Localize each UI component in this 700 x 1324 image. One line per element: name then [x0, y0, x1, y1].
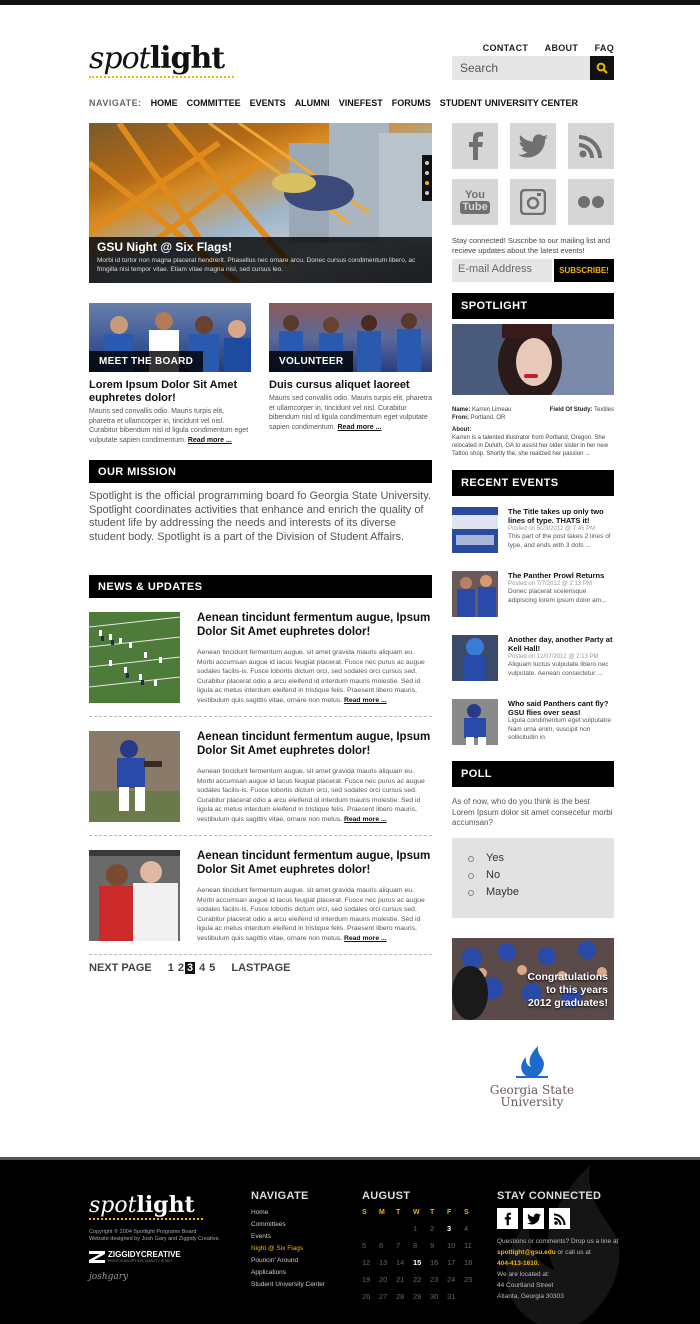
calendar-day[interactable]: 23 — [430, 1275, 439, 1284]
youtube-icon[interactable] — [452, 179, 498, 225]
flickr-icon[interactable] — [568, 179, 614, 225]
ziggidy-name: ZIGGIDYCREATIVE — [108, 1250, 181, 1259]
slider-dots — [422, 155, 432, 201]
event-title[interactable]: The Panther Prowl Returns — [508, 571, 605, 580]
calendar-day[interactable]: 19 — [362, 1275, 371, 1284]
calendar-day[interactable]: 6 — [379, 1241, 384, 1250]
calendar-day[interactable]: 5 — [362, 1241, 367, 1250]
news-title[interactable]: Aenean tincidunt fermentum augue, Ipsum Dolor Sit Amet euphretes dolor! — [197, 612, 431, 638]
calendar-day-header: T — [430, 1209, 435, 1216]
spotlight-photo[interactable] — [452, 324, 614, 395]
youtube-you: You — [465, 189, 485, 201]
promo-text — [269, 394, 432, 432]
poll-option[interactable] — [468, 867, 598, 884]
calendar — [362, 1209, 481, 1301]
copyright-text: Copyright © 2004 Spotlight Programs Board — [89, 1229, 197, 1235]
promo-image[interactable] — [89, 303, 251, 372]
calendar-day[interactable]: 13 — [379, 1258, 388, 1267]
from-label: From: — [452, 415, 469, 421]
radio-button[interactable] — [468, 873, 474, 879]
news-text-body: Aenean tincidunt fermentum augue. sit amet gravida mauris aliquam eu. Morbi accumsan augue id lacus feugiat placerat. Fusce nec purus ac augue sodales facilis-is. Fusce lobortis dictum orci, sed sodales orci cursus sed. Curabitur placerat odio a arcu eleifend id interdum mauris molestie. Sed id ligula ac metus interdum eleifend in tristique felis. Praesent libero mauris, vestibulum quis sagittis vitae, ornare non metus. — [197, 768, 425, 823]
radio-button[interactable] — [468, 890, 474, 896]
page-link[interactable]: 5 — [209, 962, 216, 974]
news-text — [197, 886, 432, 944]
calendar-empty — [362, 1224, 379, 1233]
ziggidy-logo[interactable] — [89, 1250, 181, 1263]
event-text: Ligula condimentum eget vulputatre Nam urna enim, suscipit non sollicitudin in. — [508, 717, 611, 741]
footer-social-icons — [497, 1208, 570, 1229]
recent-events-heading: RECENT EVENTS — [452, 470, 614, 496]
event-item[interactable] — [452, 635, 614, 681]
event-item[interactable] — [452, 571, 614, 617]
footer-nav-links — [251, 1207, 325, 1291]
event-thumbnail — [452, 507, 498, 553]
nav-events[interactable]: EVENTS — [249, 98, 286, 108]
news-thumbnail-band[interactable] — [89, 612, 180, 703]
news-text — [197, 648, 432, 706]
facebook-icon[interactable] — [497, 1208, 518, 1229]
calendar-empty — [379, 1224, 396, 1233]
profile-from: Portland, OR — [470, 415, 506, 421]
footer-link-pouncin-around[interactable]: Pouncin' Around — [251, 1257, 299, 1264]
faq-link[interactable]: FAQ — [594, 43, 614, 53]
footer-logo-underline — [89, 1218, 203, 1220]
top-links — [471, 38, 614, 56]
news-title[interactable]: Aenean tincidunt fermentum augue, Ipsum Dolor Sit Amet euphretes dolor! — [197, 731, 431, 757]
twitter-icon[interactable] — [510, 123, 556, 169]
nav-committee[interactable]: COMMITTEE — [186, 98, 241, 108]
divider — [89, 954, 432, 955]
nav-label: NAVIGATE: — [89, 98, 142, 108]
nav-forums[interactable]: FORUMS — [391, 98, 431, 108]
profile-about: Karren is a talented illustrator from Portland, Oregon. She relocated in Duluth, GA to assist her older sister in her new Tattoo shop. Shortly the, she realized her passion ... — [452, 435, 609, 457]
read-more-link[interactable]: Read more ... — [343, 815, 387, 823]
profile-name: Karren Limeau — [472, 407, 512, 413]
footer-logo[interactable] — [89, 1192, 203, 1220]
poll-option-label: Yes — [486, 852, 504, 864]
spotlight-heading: SPOTLIGHT — [452, 293, 614, 319]
footer-link-applications[interactable]: Applications — [251, 1269, 287, 1276]
pagination — [89, 962, 294, 974]
event-text: Aliquam luctus vulputate libero nec vulputate. Aenean consectetur ... — [508, 661, 609, 677]
divider — [89, 835, 432, 836]
gsu-university: University — [500, 1095, 564, 1109]
calendar-day[interactable]: 24 — [447, 1275, 456, 1284]
event-thumbnail — [452, 635, 498, 681]
read-more-link[interactable]: Read more ... — [343, 934, 387, 942]
event-date: Posted on 12/07/2012 @ 2:13 PM — [508, 654, 599, 660]
calendar-day[interactable]: 27 — [379, 1292, 388, 1301]
news-text-body: Aenean tincidunt fermentum augue. sit amet gravida mauris aliquam eu. Morbi accumsan augue id lacus feugiat placerat. Fusce nec purus ac augue sodales facilis-is. Fusce lobortis dictum orci, sed sodales orci cursus sed. Curabitur placerat odio a arcu eleifend id interdum mauris molestie. Sed id ligula ac metus interdum eleifend in tristique felis. Praesent libero mauris, vestibulum quis sagittis vitae, ornare non metus. — [197, 887, 425, 942]
calendar-day[interactable]: 12 — [362, 1258, 371, 1267]
main-nav — [89, 98, 578, 108]
footer-contact — [497, 1236, 647, 1302]
mission-heading: OUR MISSION — [89, 460, 432, 483]
youtube-tube: Tube — [462, 201, 488, 213]
read-more-link[interactable]: Read more ... — [337, 423, 382, 431]
footer-nav-heading: NAVIGATE — [251, 1190, 309, 1202]
joshgary-logo[interactable]: joshgary — [89, 1272, 129, 1282]
logo-light: spot — [89, 41, 150, 76]
poll-option[interactable] — [468, 884, 598, 901]
about-link[interactable]: ABOUT — [544, 43, 579, 53]
calendar-day[interactable]: 25 — [464, 1275, 473, 1284]
calendar-day[interactable]: 3 — [447, 1224, 452, 1233]
calendar-day-header: S — [464, 1209, 469, 1216]
name-label: Name: — [452, 407, 471, 413]
poll-heading: POLL — [452, 761, 614, 787]
calendar-day[interactable]: 4 — [464, 1224, 469, 1233]
news-text — [197, 767, 432, 825]
event-item[interactable] — [452, 699, 614, 745]
news-thumbnail-player[interactable] — [89, 731, 180, 822]
news-item — [89, 850, 432, 959]
promo-label: VOLUNTEER — [269, 351, 353, 372]
event-title[interactable]: The Title takes up only two lines of type. THATS it! — [508, 507, 604, 525]
news-item — [89, 612, 432, 721]
calendar-day[interactable]: 28 — [396, 1292, 405, 1301]
calendar-day[interactable]: 17 — [447, 1258, 456, 1267]
footer-link-events[interactable]: Events — [251, 1233, 271, 1240]
contact-link[interactable]: CONTACT — [482, 43, 529, 53]
promo-text — [89, 407, 251, 445]
calendar-day[interactable]: 8 — [413, 1241, 418, 1250]
news-title[interactable]: Aenean tincidunt fermentum augue, Ipsum Dolor Sit Amet euphretes dolor! — [197, 850, 431, 876]
contact-line: Questions or comments? Drop us a line at — [497, 1238, 619, 1245]
read-more-link[interactable]: Read more ... — [343, 696, 387, 704]
promo-title[interactable]: Duis cursus aliquet laoreet — [269, 379, 410, 391]
hero-slider[interactable] — [89, 123, 432, 283]
email-field[interactable]: E-mail Address — [452, 259, 552, 282]
footer-link-home[interactable]: Home — [251, 1209, 269, 1216]
ziggidy-icon — [89, 1251, 105, 1263]
nav-alumni[interactable]: ALUMNI — [294, 98, 330, 108]
rss-icon[interactable] — [549, 1208, 570, 1229]
nav-vinefest[interactable]: VINEFEST — [338, 98, 383, 108]
footer-copyright — [89, 1229, 239, 1243]
poll-option-label: No — [486, 869, 501, 881]
page-link[interactable]: 1 — [167, 962, 174, 974]
grad-line: 2012 graduates! — [528, 997, 608, 1009]
instagram-icon[interactable] — [510, 179, 556, 225]
divider — [89, 716, 432, 717]
calendar-day[interactable]: 14 — [396, 1258, 405, 1267]
footer-logo-light: spot — [89, 1193, 137, 1218]
read-more-link[interactable]: Read more ... — [187, 436, 232, 444]
grad-line: to this years — [546, 984, 608, 996]
mission-text: Spotlight is the official programming board fo Georgia State University. Spotlight coordinates activities that enhance and enrich the quality of student life by addressing the needs and interests of its diverse student body. Spotlight is a part of the Division of Student Affairs. — [89, 490, 431, 543]
poll-option[interactable] — [468, 850, 598, 867]
calendar-day[interactable]: 31 — [447, 1292, 456, 1301]
facebook-icon[interactable] — [452, 123, 498, 169]
event-text: Donec placerat scelerisque adipiscing lorem ipsum dolor am... — [508, 588, 607, 604]
address-line-1: 44 Courtland Street — [497, 1282, 554, 1289]
calendar-day[interactable]: 21 — [396, 1275, 405, 1284]
event-date: Posted on 6/23/2012 @ 7:45 PM — [508, 526, 596, 532]
footer-link-committees[interactable]: Committees — [251, 1221, 286, 1228]
slider-dot[interactable] — [425, 161, 429, 165]
newsletter-text: Stay connected! Suscribe to our mailing list and recieve updates about the latest events! — [452, 236, 611, 255]
calendar-day-header: F — [447, 1209, 452, 1216]
news-text-body: Aenean tincidunt fermentum augue. sit amet gravida mauris aliquam eu. Morbi accumsan augue id lacus feugiat placerat. Fusce nec purus ac augue sodales facilis-is. Fusce lobortis dictum orci, sed sodales orci cursus sed. Curabitur placerat odio a arcu eleifend id interdum mauris molestie. Sed id ligula ac metus interdum eleifend in tristique felis. Praesent libero mauris, vestibulum quis sagittis vitae, ornare non metus. — [197, 649, 425, 704]
news-thumbnail-coaches[interactable] — [89, 850, 180, 941]
calendar-day[interactable]: 15 — [413, 1258, 422, 1267]
spotlight-profile — [452, 406, 614, 458]
promo-label: MEET THE BOARD — [89, 351, 203, 372]
poll-option-label: Maybe — [486, 886, 520, 898]
event-title[interactable]: Another day, another Party at Kell Hall! — [508, 635, 613, 653]
designer-text: Website designed by Josh Gary and Ziggidy Creative. — [89, 1236, 221, 1242]
footer — [0, 1157, 700, 1324]
calendar-heading: AUGUST — [362, 1190, 411, 1202]
calendar-day[interactable]: 1 — [413, 1224, 418, 1233]
flame-icon — [514, 1045, 550, 1079]
gsu-name: Georgia State — [489, 1083, 575, 1097]
event-title[interactable]: Who said Panthers cant fly? GSU flies over seas! — [508, 699, 609, 717]
calendar-day[interactable]: 22 — [413, 1275, 422, 1284]
poll-options — [452, 838, 614, 918]
calendar-day[interactable]: 30 — [430, 1292, 439, 1301]
last-page-link[interactable]: LASTPAGE — [231, 962, 291, 974]
page-link[interactable]: 4 — [199, 962, 206, 974]
calendar-empty — [464, 1292, 481, 1301]
calendar-day[interactable]: 9 — [430, 1241, 435, 1250]
contact-phone[interactable]: 404-413-1610. — [497, 1260, 540, 1267]
hero-title[interactable]: GSU Night @ Six Flags! — [97, 240, 233, 254]
rss-icon[interactable] — [568, 123, 614, 169]
calendar-day-header: T — [396, 1209, 401, 1216]
promo-title[interactable]: Lorem Ipsum Dolor Sit Amet euphretes dolor! — [89, 379, 238, 404]
graduates-banner[interactable] — [452, 938, 614, 1020]
calendar-empty — [396, 1224, 413, 1233]
or-call: or call us at — [557, 1249, 591, 1256]
calendar-day[interactable]: 18 — [464, 1258, 473, 1267]
calendar-day-header: S — [362, 1209, 367, 1216]
slider-dot-active[interactable] — [425, 181, 429, 185]
nav-student-university-center[interactable]: STUDENT UNIVERSITY CENTER — [439, 98, 579, 108]
promo-image[interactable] — [269, 303, 432, 372]
profile-field: Textiles — [593, 407, 614, 413]
calendar-day[interactable]: 11 — [464, 1241, 472, 1250]
twitter-icon[interactable] — [523, 1208, 544, 1229]
news-item — [89, 731, 432, 840]
page-link-current[interactable]: 3 — [187, 962, 194, 974]
search-icon — [596, 62, 608, 74]
nav-home[interactable]: HOME — [150, 98, 178, 108]
calendar-day[interactable]: 10 — [447, 1241, 456, 1250]
promo-meet-the-board — [89, 303, 251, 445]
page-link[interactable]: 2 — [177, 962, 185, 974]
radio-button[interactable] — [468, 856, 474, 862]
logo-underline — [89, 76, 234, 78]
next-page-link[interactable]: NEXT PAGE — [89, 962, 152, 974]
calendar-day[interactable]: 2 — [430, 1224, 435, 1233]
calendar-day[interactable]: 20 — [379, 1275, 388, 1284]
event-text: This part of the post takes 2 lines of type, and ends with 3 dots ... — [508, 533, 611, 549]
event-item[interactable] — [452, 507, 614, 553]
footer-logo-bold: light — [136, 1192, 195, 1218]
calendar-day-header: W — [413, 1209, 420, 1216]
address-line-2: Atlanta, Georgia 30303 — [497, 1293, 564, 1300]
field-label: Field Of Study: — [549, 407, 593, 413]
subscribe-button[interactable]: SUBSCRIBE! — [554, 259, 614, 282]
contact-email[interactable]: spotlight@gsu.edu — [497, 1249, 556, 1256]
calendar-day[interactable]: 26 — [362, 1292, 371, 1301]
search-input[interactable] — [452, 56, 590, 80]
graduates-text — [528, 971, 609, 1010]
site-logo[interactable] — [89, 41, 234, 78]
promo-text-body: Mauris sed convallis odio. Mauris turpis elit, pharetra et ullamcorper in, tincidunt vel nisl. Curabitur bibendum nisl id ligula condimentum eget vulputate sapien condimentum. — [89, 408, 249, 444]
search-box — [452, 56, 614, 80]
hero-caption — [89, 237, 432, 283]
grad-line: Congratulations — [527, 971, 608, 983]
poll-question: As of now, who do you think is the best Lorem Ipsum dolor sit amet consecetur morbi accumsan? — [452, 797, 613, 827]
gsu-logo[interactable] — [487, 1045, 577, 1109]
calendar-day[interactable]: 29 — [413, 1292, 422, 1301]
search-button[interactable] — [590, 56, 614, 80]
calendar-day[interactable]: 7 — [396, 1241, 401, 1250]
event-date: Posted on 7/7/2012 @ 2:13 PM — [508, 581, 592, 587]
news-heading: NEWS & UPDATES — [89, 575, 432, 598]
promo-volunteer — [269, 303, 432, 432]
located-label: We are located at: — [497, 1271, 550, 1278]
calendar-day-header: M — [379, 1209, 385, 1216]
event-thumbnail — [452, 571, 498, 617]
footer-link-night-six-flags[interactable]: Night @ Six Flags — [251, 1245, 304, 1252]
stay-connected-heading: STAY CONNECTED — [497, 1190, 602, 1202]
promo-text-body: Mauris sed convallis odio. Mauris turpis elit, pharetra et ullamcorper in, tincidunt vel nisl. Curabitur bibendum nisl id ligula condimentum eget vulputate sapien condimentum. — [269, 395, 433, 431]
slider-dot[interactable] — [425, 191, 429, 195]
about-label: About: — [452, 427, 472, 433]
logo-bold: light — [149, 41, 225, 76]
calendar-day[interactable]: 16 — [430, 1258, 439, 1267]
slider-dot[interactable] — [425, 171, 429, 175]
event-thumbnail — [452, 699, 498, 745]
hero-text: Morbi id tortor non magna placerat hendrerit. Phasellus nec ornare arcu. Donec cursus condimentum libero, ac fringilla nisi tempor vitae. Etiam vitae magna nisl, sed cursus leo. — [97, 257, 416, 273]
ziggidy-tag: PRICE IS AN OPTION, QUALITY IS NOT — [108, 1259, 173, 1263]
footer-link-student-university-center[interactable]: Student University Center — [251, 1281, 326, 1288]
